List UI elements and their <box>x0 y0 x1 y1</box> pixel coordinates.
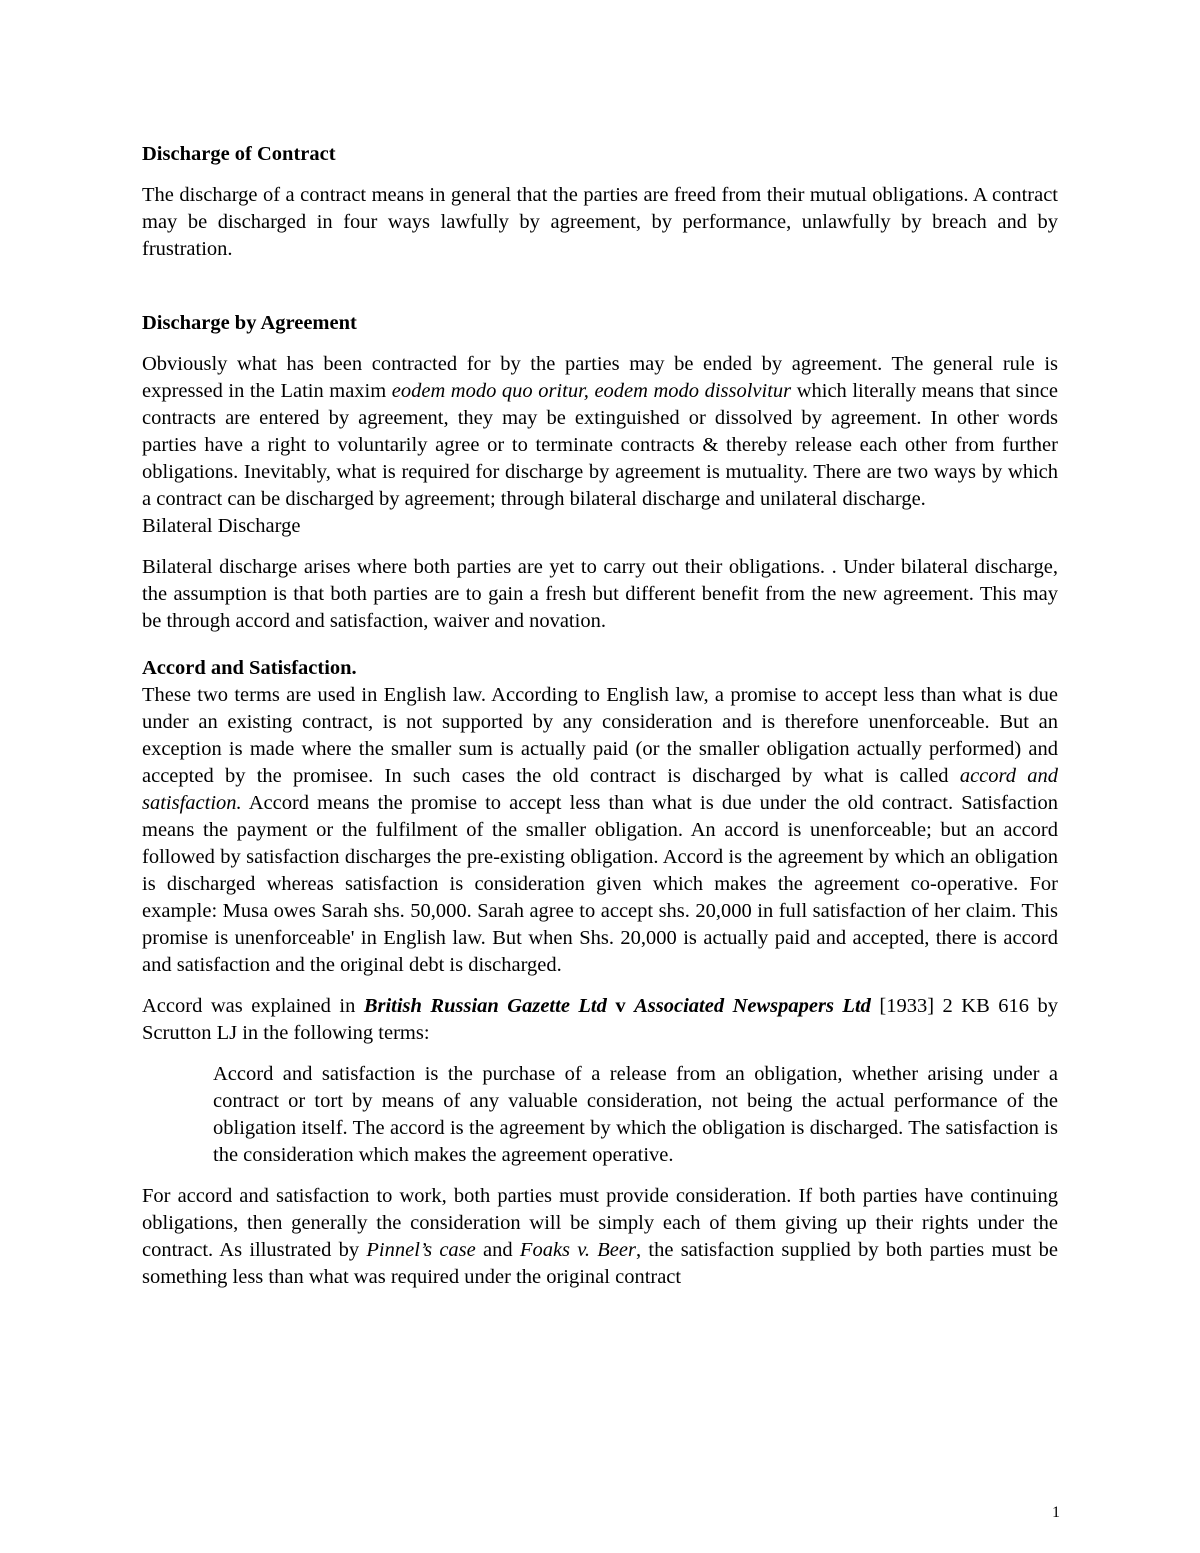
text-run: Obviously what has been contracted for by the parties may be ended by agreement. The general rule is expressed in the Latin maxim <box>142 353 1058 402</box>
case-name-british-russian-gazette: British Russian Gazette Ltd <box>363 995 607 1017</box>
text-run: [1933] 2 KB 616 by Scrutton LJ in the following terms: <box>142 995 1058 1044</box>
case-name-associated-newspapers: Associated Newspapers Ltd <box>634 995 871 1017</box>
text-run: Accord was explained in <box>142 995 364 1017</box>
paragraph-agreement <box>142 351 1058 513</box>
text-run: These two terms are used in English law. According to English law, a promise to accept less than what is due under an existing contract, is not supported by any consideration and is therefore unenforceable. But an exception is made where the smaller sum is actually paid (or the smaller obligation actually performed) and accepted by the promisee. In such cases the old contract is discharged by what is called <box>142 684 1058 787</box>
paragraph-accord-explained <box>142 682 1058 979</box>
heading-accord-and-satisfaction: Accord and Satisfaction. <box>142 657 357 679</box>
text-run: which literally means that since contracts are entered by agreement, they may be extinguished or dissolved by agreement. In other words parties have a right to voluntarily agree or to terminate contracts & thereby release each other from further obligations. Inevitably, what is required for discharge by agreement is mutuality. There are two ways by which a contract can be discharged by agreement; through bilateral discharge and unilateral discharge. <box>142 380 1058 510</box>
paragraph-bilateral: Bilateral discharge arises where both parties are yet to carry out their obligations. . Under bilateral discharge, the assumption is that both parties are to gain a fresh but different benefit from the new agreement. This may be through accord and satisfaction, waiver and novation. <box>142 556 1058 632</box>
case-name-pinnels-case: Pinnel’s case <box>366 1239 476 1261</box>
heading-discharge-of-contract: Discharge of Contract <box>142 143 336 165</box>
text-run: Accord means the promise to accept less than what is due under the old contract. Satisfaction means the payment or the fulfilment of the smaller obligation. An accord is unenforceable; but an accord followed by satisfaction discharges the pre-existing obligation. Accord is the agreement by which an obligation is discharged whereas satisfaction is consideration given which makes the agreement co-operative. For example: Musa owes Sarah shs. 50,000. Sarah agree to accept shs. 20,000 in full satisfaction of her claim. This promise is unenforceable' in English law. But when Shs. 20,000 is actually paid and accepted, there is accord and satisfaction and the original debt is discharged. <box>142 792 1058 976</box>
term-accord-and-satisfaction: accord and satisfaction. <box>142 765 1058 814</box>
paragraph-consideration <box>142 1183 1058 1291</box>
block-quote-scrutton: Accord and satisfaction is the purchase of a release from an obligation, whether arising under a contract or tort by means of any valuable consideration, not being the actual performance of the obligation itself. The accord is the agreement by which the obligation is discharged. The satisfaction is the consideration which makes the agreement operative. <box>213 1063 1058 1166</box>
page-number: 1 <box>1052 1504 1060 1521</box>
latin-maxim: eodem modo quo oritur, eodem modo dissolvitur <box>391 380 792 402</box>
paragraph-case-citation <box>142 993 1058 1047</box>
subheading-bilateral-discharge: Bilateral Discharge <box>142 515 301 537</box>
heading-discharge-by-agreement: Discharge by Agreement <box>142 312 357 334</box>
case-versus: v <box>606 995 635 1017</box>
paragraph-intro: The discharge of a contract means in general that the parties are freed from their mutual obligations. A contract may be discharged in four ways lawfully by agreement, by performance, unlawfully by breach and by frustration. <box>142 184 1058 260</box>
text-run: and <box>475 1239 520 1261</box>
text-run: For accord and satisfaction to work, both parties must provide consideration. If both parties have continuing obligations, then generally the consideration will be simply each of them giving up their rights under the contract. As illustrated by <box>142 1185 1058 1261</box>
case-name-foaks-v-beer: Foaks v. Beer <box>519 1239 636 1261</box>
document-body <box>142 141 1058 1291</box>
text-run: , the satisfaction supplied by both parties must be something less than what was required under the original contract <box>142 1239 1058 1288</box>
